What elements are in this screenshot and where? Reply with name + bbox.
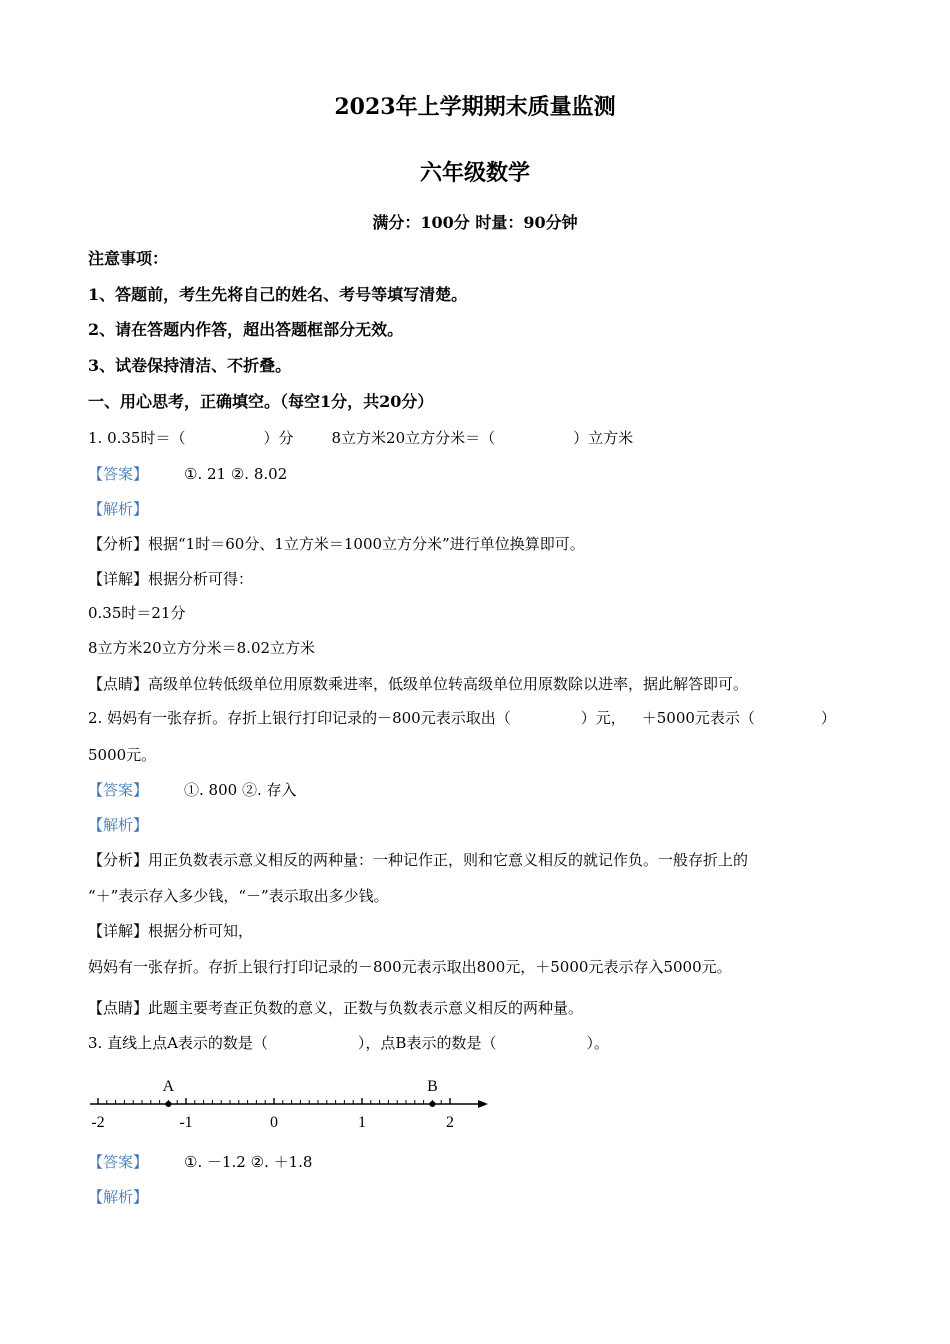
q2-fenxi-cont: “＋”表示存入多少钱，“－”表示取出多少钱。 bbox=[88, 887, 389, 905]
point-b-label: B bbox=[427, 1078, 438, 1095]
point-a-label: A bbox=[162, 1078, 175, 1095]
notice-item-3: 3、试卷保持清洁、不折叠。 bbox=[88, 356, 292, 375]
tick-label-0: 0 bbox=[270, 1114, 278, 1131]
tick-label-neg1: -1 bbox=[179, 1114, 193, 1131]
q3-analysis-label: 【解析】 bbox=[88, 1188, 149, 1206]
tick-label-1: 1 bbox=[358, 1114, 366, 1131]
section-heading: 一、用心思考，正确填空。（每空1分，共20分） bbox=[88, 392, 434, 411]
answer-label: 【答案】 bbox=[88, 781, 149, 799]
number-line-arrow bbox=[478, 1100, 488, 1108]
tick-label-2: 2 bbox=[446, 1114, 454, 1131]
q1-xiangjie: 【详解】根据分析可得： bbox=[88, 570, 254, 588]
exam-title: 2023年上学期期末质量监测 bbox=[334, 94, 616, 120]
answer-label: 【答案】 bbox=[88, 1153, 149, 1171]
number-line bbox=[80, 1070, 500, 1140]
q1-dianjing: 【点睛】高级单位转低级单位用原数乘进率，低级单位转高级单位用原数除以进率，据此解答即可。 bbox=[88, 675, 749, 693]
q1-analysis-label: 【解析】 bbox=[88, 500, 149, 518]
exam-subtitle: 六年级数学 bbox=[419, 160, 530, 186]
q3-stem: 3. 直线上点A表示的数是（ ），点B表示的数是（ ）。 bbox=[88, 1034, 609, 1052]
tick-label-neg2: -2 bbox=[91, 1114, 105, 1131]
point-b-dot bbox=[429, 1101, 435, 1107]
q3-answer: 【答案】 ①. －1.2 ②. ＋1.8 bbox=[88, 1153, 313, 1171]
q2-xiangjie: 【详解】根据分析可知， bbox=[88, 922, 254, 940]
q2-analysis-label: 【解析】 bbox=[88, 816, 149, 834]
q2-fenxi: 【分析】用正负数表示意义相反的两种量：一种记作正，则和它意义相反的就记作负。一般存折上的 bbox=[88, 851, 749, 869]
notice-item-2: 2、请在答题内作答，超出答题框部分无效。 bbox=[88, 320, 404, 339]
q1-fenxi: 【分析】根据“1时＝60分、1立方米＝1000立方分米”进行单位换算即可。 bbox=[88, 535, 585, 553]
q2-stem-cont: 5000元。 bbox=[88, 746, 157, 764]
q1-line-1: 0.35时＝21分 bbox=[88, 604, 186, 622]
notice-item-1: 1、答题前，考生先将自己的姓名、考号等填写清楚。 bbox=[88, 285, 468, 304]
q2-dianjing: 【点睛】此题主要考查正负数的意义，正数与负数表示意义相反的两种量。 bbox=[88, 999, 584, 1017]
q2-stem: 2. 妈妈有一张存折。存折上银行打印记录的－800元表示取出（ ）元， ＋5000元表示（ ） bbox=[88, 709, 836, 727]
q1-answer: 【答案】 ①. 21 ②. 8.02 bbox=[88, 465, 288, 483]
q2-line-1: 妈妈有一张存折。存折上银行打印记录的－800元表示取出800元，＋5000元表示存入5000元。 bbox=[88, 958, 732, 976]
q1-stem: 1. 0.35时＝（ ）分 8立方米20立方分米＝（ ）立方米 bbox=[88, 429, 634, 447]
answer-label: 【答案】 bbox=[88, 465, 149, 483]
point-a-dot bbox=[165, 1101, 171, 1107]
notice-heading: 注意事项： bbox=[88, 249, 169, 268]
q1-line-2: 8立方米20立方分米＝8.02立方米 bbox=[88, 639, 316, 657]
exam-meta: 满分：100分 时量：90分钟 bbox=[372, 213, 578, 232]
q2-answer: 【答案】 ①. 800 ②. 存入 bbox=[88, 781, 297, 799]
